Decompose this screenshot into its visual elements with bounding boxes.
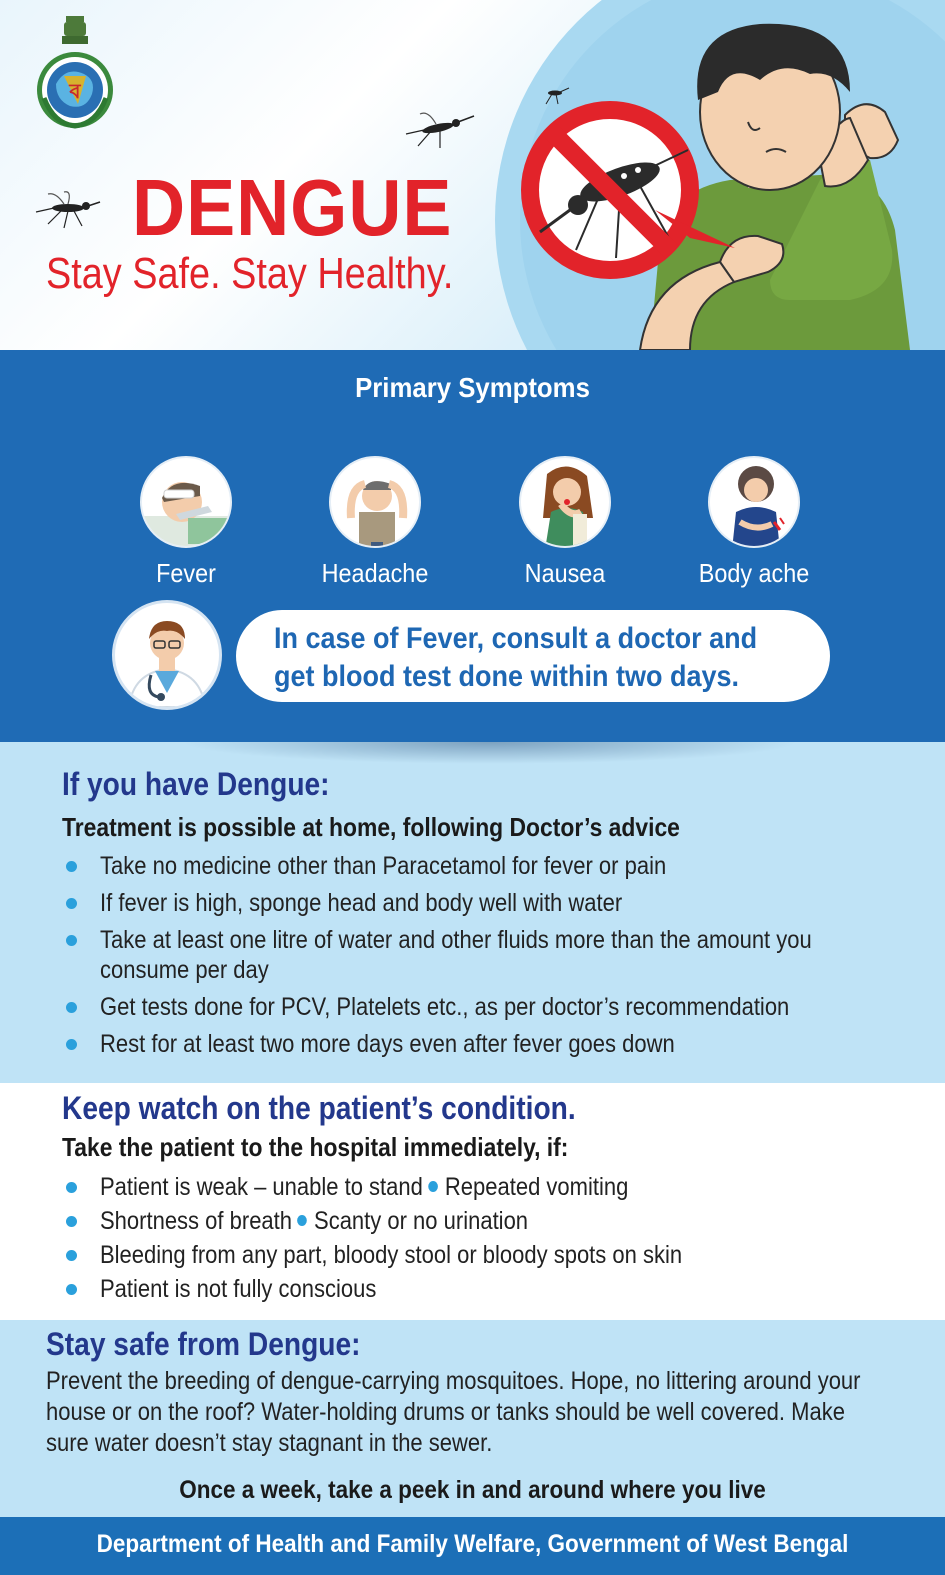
list-item: If fever is high, sponge head and body well with water: [62, 888, 909, 918]
bullet-icon: [66, 1284, 77, 1295]
doctor-icon: [112, 600, 222, 710]
symptom-headache: [295, 456, 455, 589]
bullet-icon: [66, 1216, 77, 1227]
watch-list: [62, 1172, 762, 1304]
list-item: Patient is weak – unable to stand Repeated vomiting: [62, 1172, 762, 1202]
bullet-icon: [66, 1039, 77, 1050]
body-ache-illustration-icon: [708, 456, 800, 548]
bullet-icon: [66, 1002, 77, 1013]
nausea-illustration-icon: [519, 456, 611, 548]
bullet-icon: [66, 935, 77, 946]
svg-text:ব: ব: [69, 79, 81, 103]
advice-line-1: In case of Fever, consult a doctor and: [274, 622, 758, 655]
watch-subheading: Take the patient to the hospital immediately, if:: [62, 1132, 569, 1162]
list-item: Rest for at least two more days even after fever goes down: [62, 1029, 909, 1059]
mosquito-icon: [34, 190, 102, 230]
treatment-list: [62, 851, 909, 1059]
watch-heading: Keep watch on the patient’s condition.: [62, 1090, 576, 1126]
list-item: Take no medicine other than Paracetamol for fever or pain: [62, 851, 909, 881]
bullet-icon: [66, 898, 77, 909]
bullet-icon: [66, 861, 77, 872]
list-item: Shortness of breath Scanty or no urination: [62, 1206, 762, 1236]
advice-line-2: get blood test done within two days.: [274, 660, 740, 693]
symptom-label: Fever: [156, 558, 216, 588]
symptom-nausea: [485, 456, 645, 589]
treatment-subheading: Treatment is possible at home, following Doctor’s advice: [62, 812, 680, 842]
doctor-advice-callout: [236, 610, 830, 702]
symptom-body-ache: [674, 456, 834, 589]
list-item: Patient is not fully conscious: [62, 1274, 762, 1304]
page-title: DENGUE: [132, 163, 453, 252]
symptom-label: Headache: [321, 558, 429, 588]
list-item: Take at least one litre of water and other fluids more than the amount you: [62, 925, 909, 955]
bullet-icon: [66, 1182, 77, 1193]
symptom-fever: [106, 456, 266, 589]
bullet-icon: [428, 1181, 438, 1192]
symptom-label: Body ache: [698, 558, 810, 588]
page-subtitle: Stay Safe. Stay Healthy.: [46, 249, 454, 298]
fever-illustration-icon: [140, 456, 232, 548]
person-scratching-arm-illustration: [520, 0, 945, 350]
prevention-paragraph: Prevent the breeding of dengue-carrying mosquitoes. Hope, no littering around your house or on the roof? Water-holding drums or tanks should be well covered. Make sure water doesn’t stay stagnant in the sewer.: [46, 1367, 861, 1457]
bullet-icon: [66, 1250, 77, 1261]
symptom-label: Nausea: [524, 558, 606, 588]
prevention-heading: Stay safe from Dengue:: [46, 1326, 361, 1362]
list-item-continuation: consume per day: [100, 956, 269, 984]
list-item: Bleeding from any part, bloody stool or bloody spots on skin: [62, 1240, 762, 1270]
footer-text: Department of Health and Family Welfare, Government of West Bengal: [96, 1530, 849, 1558]
bullet-icon: [297, 1215, 307, 1226]
symptoms-heading: Primary Symptoms: [355, 372, 590, 403]
headache-illustration-icon: [329, 456, 421, 548]
mosquito-icon: [404, 108, 476, 150]
list-item: Get tests done for PCV, Platelets etc., as per doctor’s recommendation: [62, 992, 909, 1022]
treatment-heading: If you have Dengue:: [62, 766, 330, 802]
west-bengal-emblem-icon: [26, 14, 124, 130]
prevention-tagline: Once a week, take a peek in and around where you live: [179, 1476, 766, 1504]
